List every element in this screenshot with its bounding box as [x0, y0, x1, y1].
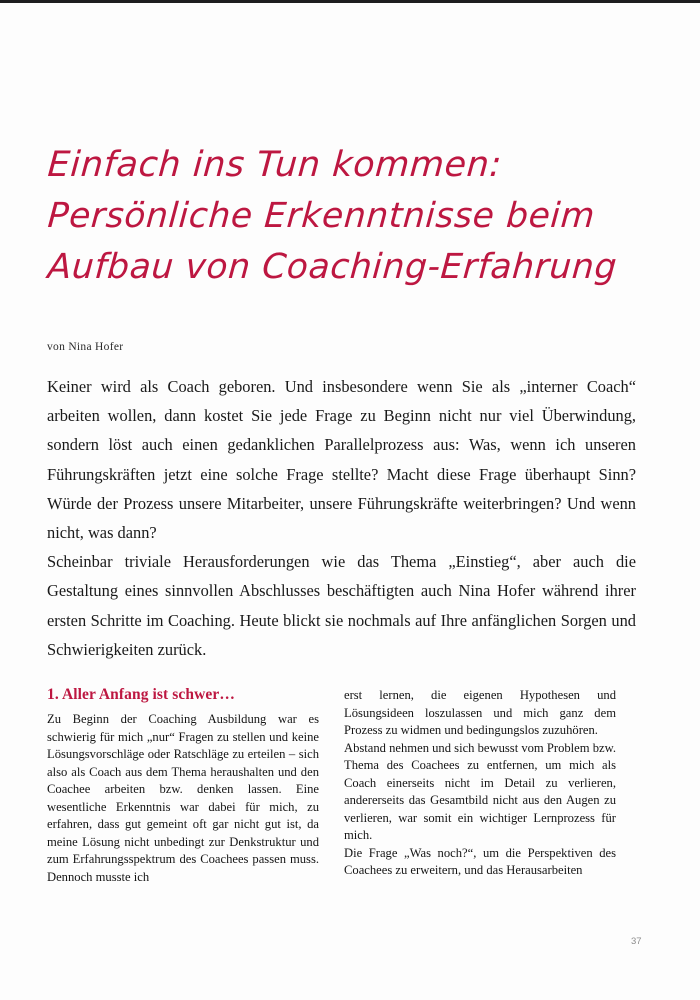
- right-column-paragraph-2: Abstand nehmen und sich bewusst vom Problem bzw. Thema des Coachees zu entfernen, um mich als Coach einerseits nicht im Detail zu verlieren, andererseits das Gesamtbild nicht aus den Augen zu verlieren, war somit ein wichtiger Lernprozess für mich.: [344, 740, 617, 843]
- article-intro: [47, 372, 636, 664]
- article-title-line-3: Aufbau von Coaching-Erfahrung: [46, 247, 619, 287]
- right-column-paragraph-1: erst lernen, die eigenen Hypothesen und Lösungsideen loszulassen und mich ganz dem Prozess zu widmen und bedingungslos zuzuhören.: [344, 688, 616, 738]
- intro-paragraph-1: Keiner wird als Coach geboren. Und insbesondere wenn Sie als „interner Coach“ arbeiten wollen, dann kostet Sie jede Frage zu Beginn nicht nur viel Überwindung, sondern löst auch einen gedanklichen Parallelprozess aus: Was, wenn ich unseren Führungskräften jetzt eine solche Frage stellte? Macht diese Frage überhaupt Sinn? Würde der Prozess unsere Mitarbeiter, unsere Führungskräfte weiterbringen? Und wenn nicht, was dann?: [47, 377, 636, 543]
- article-title-line-1: Einfach ins Tun kommen:: [46, 145, 504, 185]
- article-byline: von Nina Hofer: [47, 341, 124, 353]
- right-column-paragraph-3: Die Frage „Was noch?“, um die Perspektiven des Coachees zu erweitern, und das Herausarbeiten: [344, 845, 616, 878]
- section-heading: 1. Aller Anfang ist schwer…: [47, 686, 235, 703]
- page-number: 37: [631, 936, 642, 947]
- intro-paragraph-2: Scheinbar triviale Herausforderungen wie das Thema „Einstieg“, aber auch die Gestaltung eines sinnvollen Abschlusses beschäftigten auch Nina Hofer während ihrer ersten Schritte im Coaching. Heute blickt sie nochmals auf Ihre anfänglichen Sorgen und Schwierigkeiten zurück.: [47, 552, 636, 659]
- body-column-right: [344, 687, 616, 880]
- left-column-paragraph: Zu Beginn der Coaching Ausbildung war es schwierig für mich „nur“ Fragen zu stellen und keine Lösungsvorschläge oder Ratschläge zu erteilen – sich also als Coach aus dem Thema heraushalten und den Coachee arbeiten bzw. denken lassen. Eine wesentliche Erkenntnis war dabei für mich, zu erfahren, dass gut gemeint oft gar nicht gut ist, da meine Lösung nicht unbedingt zur Denkstruktur und zum Erfahrungsspektrum des Coachees passen muss. Dennoch musste ich: [47, 712, 319, 884]
- scan-edge-strip: [0, 0, 700, 3]
- article-title: [46, 140, 646, 293]
- body-column-left: [47, 711, 319, 886]
- article-title-line-2: Persönliche Erkenntnisse beim: [46, 196, 597, 236]
